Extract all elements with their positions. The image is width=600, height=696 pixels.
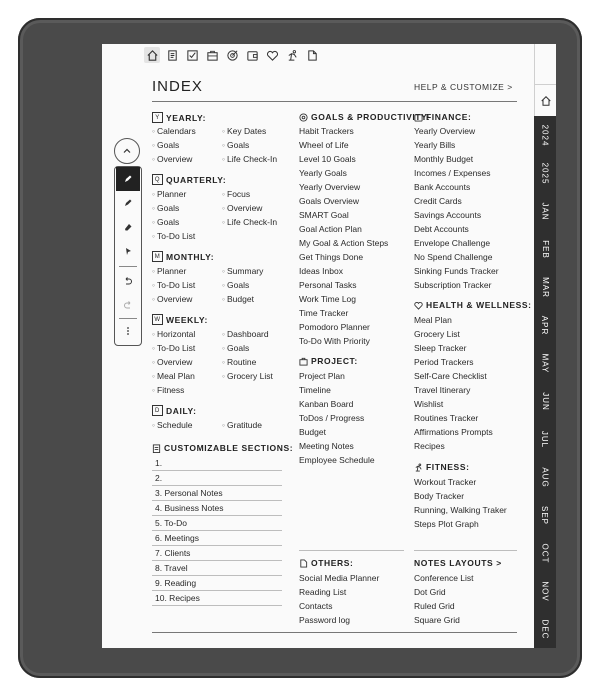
link-monthly-summary[interactable]: ◦ Summary <box>222 266 264 276</box>
briefcase-icon[interactable] <box>204 47 220 63</box>
section-others[interactable]: OTHERS: <box>299 558 353 568</box>
link-no-spend-challenge[interactable]: No Spend Challenge <box>414 252 493 262</box>
link-finance-yearly-overview[interactable]: Yearly Overview <box>414 126 476 136</box>
section-finance[interactable]: FINANCE: <box>414 112 471 122</box>
link-yearly-key-dates[interactable]: ◦ Key Dates <box>222 126 267 136</box>
custom-section-4[interactable]: 4. Business Notes <box>155 503 224 513</box>
daily-icon: D <box>152 405 163 416</box>
page-title: INDEX <box>152 78 203 95</box>
link-smart-goal[interactable]: SMART Goal <box>299 210 349 220</box>
section-weekly[interactable]: W WEEKLY: <box>152 314 208 325</box>
lasso-icon <box>123 246 133 256</box>
link-recipes[interactable]: Recipes <box>414 441 445 451</box>
link-workout-tracker[interactable]: Workout Tracker <box>414 477 477 487</box>
link-weekly-fitness[interactable]: ◦ Fitness <box>152 385 185 395</box>
custom-section-1[interactable]: 1. <box>155 458 163 468</box>
footer-divider <box>152 632 517 633</box>
link-my-goal-action-steps[interactable]: My Goal & Action Steps <box>299 238 389 248</box>
tab-apr[interactable]: APR <box>534 306 556 345</box>
divider <box>152 575 282 576</box>
more-options-button[interactable] <box>116 319 140 343</box>
link-personal-tasks[interactable]: Personal Tasks <box>299 280 357 290</box>
header-divider <box>152 101 517 102</box>
tab-aug[interactable]: AUG <box>534 458 556 497</box>
link-weekly-meal-plan[interactable]: ◦ Meal Plan <box>152 371 195 381</box>
home-icon[interactable] <box>144 47 160 63</box>
link-meal-plan[interactable]: Meal Plan <box>414 315 452 325</box>
link-to-do-with-priority[interactable]: To-Do With Priority <box>299 336 370 346</box>
eraser-tool-button[interactable] <box>116 215 140 239</box>
tab-oct[interactable]: OCT <box>534 534 556 573</box>
wallet-icon <box>414 113 423 122</box>
link-ruled-grid[interactable]: Ruled Grid <box>414 601 455 611</box>
link-monthly-budget[interactable]: ◦ Budget <box>222 294 254 304</box>
briefcase-icon <box>299 357 308 366</box>
link-grocery-list[interactable]: Grocery List <box>414 329 460 339</box>
link-wishlist[interactable]: Wishlist <box>414 399 444 409</box>
divider <box>152 545 282 546</box>
custom-section-9[interactable]: 9. Reading <box>155 578 197 588</box>
target-icon <box>299 113 308 122</box>
yearly-icon: Y <box>152 112 163 123</box>
divider <box>152 605 282 606</box>
redo-icon <box>123 300 133 310</box>
link-quarterly-focus[interactable]: ◦ Focus <box>222 189 251 199</box>
target-icon[interactable] <box>224 47 240 63</box>
tab-nov[interactable]: NOV <box>534 572 556 611</box>
link-bank-accounts[interactable]: Bank Accounts <box>414 182 471 192</box>
monthly-icon: M <box>152 251 163 262</box>
tab-2024[interactable]: 2024 <box>534 116 556 155</box>
link-password-log[interactable]: Password log <box>299 615 351 625</box>
link-time-tracker[interactable]: Time Tracker <box>299 308 349 318</box>
link-daily-schedule[interactable]: ◦ Schedule <box>152 420 193 430</box>
link-weekly-goals[interactable]: ◦ Goals <box>222 343 250 353</box>
link-square-grid[interactable]: Square Grid <box>414 615 460 625</box>
link-subscription-tracker[interactable]: Subscription Tracker <box>414 280 492 290</box>
tab-sep[interactable]: SEP <box>534 496 556 535</box>
divider <box>152 485 282 486</box>
tab-jan[interactable]: JAN <box>534 192 556 231</box>
tab-blank <box>534 44 556 85</box>
divider <box>152 470 282 471</box>
link-monthly-planner[interactable]: ◦ Planner <box>152 266 187 276</box>
link-yearly-goals-2[interactable]: ◦ Goals <box>222 140 250 150</box>
link-incomes-expenses[interactable]: Incomes / Expenses <box>414 168 491 178</box>
pen-tool-button[interactable] <box>116 167 140 191</box>
marker-tool-button[interactable] <box>116 191 140 215</box>
undo-button[interactable] <box>116 269 140 293</box>
link-timeline[interactable]: Timeline <box>299 385 331 395</box>
checkbox-icon[interactable] <box>184 47 200 63</box>
link-daily-gratitude[interactable]: ◦ Gratitude <box>222 420 262 430</box>
link-yearly-life-check-in[interactable]: ◦ Life Check-In <box>222 154 278 164</box>
divider <box>152 530 282 531</box>
wallet-icon[interactable] <box>244 47 260 63</box>
custom-section-6[interactable]: 6. Meetings <box>155 533 199 543</box>
link-sleep-tracker[interactable]: Sleep Tracker <box>414 343 467 353</box>
weekly-icon: W <box>152 314 163 325</box>
section-notes-layouts[interactable]: NOTES LAYOUTS > <box>414 558 502 568</box>
link-work-time-log[interactable]: Work Time Log <box>299 294 357 304</box>
link-social-media-planner[interactable]: Social Media Planner <box>299 573 380 583</box>
link-self-care-checklist[interactable]: Self-Care Checklist <box>414 371 487 381</box>
link-goals-overview[interactable]: Goals Overview <box>299 196 359 206</box>
link-weekly-horizontal[interactable]: ◦ Horizontal <box>152 329 196 339</box>
quarterly-icon: Q <box>152 174 163 185</box>
tab-home[interactable] <box>534 84 556 118</box>
section-health-wellness[interactable]: HEALTH & WELLNESS: <box>414 300 532 310</box>
month-tabs <box>534 44 556 648</box>
planner-screen <box>102 44 556 648</box>
tab-dec[interactable]: DEC <box>534 610 556 648</box>
custom-section-10[interactable]: 10. Recipes <box>155 593 200 603</box>
link-monthly-overview[interactable]: ◦ Overview <box>152 294 193 304</box>
link-debt-accounts[interactable]: Debt Accounts <box>414 224 469 234</box>
link-employee-schedule[interactable]: Employee Schedule <box>299 455 375 465</box>
link-yearly-goals[interactable]: ◦ Goals <box>152 140 180 150</box>
link-monthly-to-do-list[interactable]: ◦ To-Do List <box>152 280 196 290</box>
link-routines-tracker[interactable]: Routines Tracker <box>414 413 479 423</box>
link-weekly-overview[interactable]: ◦ Overview <box>152 357 193 367</box>
page-icon[interactable] <box>304 47 320 63</box>
link-weekly-grocery-list[interactable]: ◦ Grocery List <box>222 371 273 381</box>
divider <box>152 500 282 501</box>
top-navigation-bar <box>102 44 532 66</box>
page-icon <box>299 559 308 568</box>
link-credit-cards[interactable]: Credit Cards <box>414 196 462 206</box>
link-yearly-overview-page[interactable]: Yearly Overview <box>299 182 361 192</box>
link-quarterly-life-check-in[interactable]: ◦ Life Check-In <box>222 217 278 227</box>
tab-may[interactable]: MAY <box>534 344 556 383</box>
custom-section-5[interactable]: 5. To-Do <box>155 518 187 528</box>
help-customize-link[interactable]: HELP & CUSTOMIZE > <box>414 82 513 92</box>
link-wheel-of-life[interactable]: Wheel of Life <box>299 140 349 150</box>
link-yearly-calendars[interactable]: ◦ Calendars <box>152 126 196 136</box>
link-habit-trackers[interactable]: Habit Trackers <box>299 126 354 136</box>
eraser-icon <box>123 222 133 232</box>
document-icon[interactable] <box>164 47 180 63</box>
section-fitness[interactable]: FITNESS: <box>414 462 470 472</box>
section-daily[interactable]: D DAILY: <box>152 405 197 416</box>
section-monthly[interactable]: M MONTHLY: <box>152 251 214 262</box>
link-sinking-funds-tracker[interactable]: Sinking Funds Tracker <box>414 266 499 276</box>
custom-section-3[interactable]: 3. Personal Notes <box>155 488 223 498</box>
undo-icon <box>123 276 133 286</box>
divider <box>152 515 282 516</box>
link-quarterly-goals-2[interactable]: ◦ Goals <box>152 217 180 227</box>
link-project-plan[interactable]: Project Plan <box>299 371 345 381</box>
link-savings-accounts[interactable]: Savings Accounts <box>414 210 482 220</box>
custom-section-8[interactable]: 8. Travel <box>155 563 188 573</box>
tab-feb[interactable]: FEB <box>534 230 556 269</box>
marker-icon <box>123 198 133 208</box>
link-running-walking-tracker[interactable]: Running, Walking Traker <box>414 505 507 515</box>
more-vertical-icon <box>123 326 133 336</box>
section-yearly[interactable]: Y YEARLY: <box>152 112 206 123</box>
link-conference-list[interactable]: Conference List <box>414 573 474 583</box>
link-quarterly-planner[interactable]: ◦ Planner <box>152 189 187 199</box>
link-affirmations-prompts[interactable]: Affirmations Prompts <box>414 427 493 437</box>
tab-2025[interactable]: 2025 <box>534 154 556 193</box>
divider <box>119 266 137 267</box>
link-yearly-goals-page[interactable]: Yearly Goals <box>299 168 347 178</box>
tab-jul[interactable]: JUL <box>534 420 556 459</box>
link-ideas-inbox[interactable]: Ideas Inbox <box>299 266 343 276</box>
custom-section-2[interactable]: 2. <box>155 473 163 483</box>
link-contacts[interactable]: Contacts <box>299 601 333 611</box>
link-period-trackers[interactable]: Period Trackers <box>414 357 474 367</box>
fitness-icon <box>414 463 423 472</box>
link-kanban-board[interactable]: Kanban Board <box>299 399 354 409</box>
link-yearly-bills[interactable]: Yearly Bills <box>414 140 456 150</box>
notepad-icon <box>152 444 161 453</box>
heart-icon[interactable] <box>264 47 280 63</box>
tab-jun[interactable]: JUN <box>534 382 556 421</box>
section-quarterly[interactable]: Q QUARTERLY: <box>152 174 226 185</box>
pen-icon <box>123 174 133 184</box>
redo-button[interactable] <box>116 293 140 317</box>
link-goal-action-plan[interactable]: Goal Action Plan <box>299 224 362 234</box>
heart-icon <box>414 301 423 310</box>
tool-palette <box>114 166 142 346</box>
fitness-icon[interactable] <box>284 47 300 63</box>
section-goals-productivity[interactable]: GOALS & PRODUCTIVITY: <box>299 112 430 122</box>
link-body-tracker[interactable]: Body Tracker <box>414 491 465 501</box>
divider <box>414 550 517 551</box>
link-meeting-notes[interactable]: Meeting Notes <box>299 441 354 451</box>
link-reading-list[interactable]: Reading List <box>299 587 347 597</box>
divider <box>152 560 282 561</box>
link-monthly-budget-page[interactable]: Monthly Budget <box>414 154 474 164</box>
link-project-budget[interactable]: Budget <box>299 427 326 437</box>
link-level-10-goals[interactable]: Level 10 Goals <box>299 154 356 164</box>
collapse-toolbar-button[interactable] <box>114 138 140 164</box>
link-pomodoro-planner[interactable]: Pomodoro Planner <box>299 322 370 332</box>
link-monthly-goals[interactable]: ◦ Goals <box>222 280 250 290</box>
link-dot-grid[interactable]: Dot Grid <box>414 587 446 597</box>
link-envelope-challenge[interactable]: Envelope Challenge <box>414 238 491 248</box>
link-yearly-overview[interactable]: ◦ Overview <box>152 154 193 164</box>
link-get-things-done[interactable]: Get Things Done <box>299 252 364 262</box>
link-quarterly-overview[interactable]: ◦ Overview <box>222 203 263 213</box>
divider <box>152 590 282 591</box>
link-weekly-routine[interactable]: ◦ Routine <box>222 357 257 367</box>
link-quarterly-goals[interactable]: ◦ Goals <box>152 203 180 213</box>
custom-section-7[interactable]: 7. Clients <box>155 548 191 558</box>
link-weekly-dashboard[interactable]: ◦ Dashboard <box>222 329 269 339</box>
link-travel-itinerary[interactable]: Travel Itinerary <box>414 385 471 395</box>
tab-mar[interactable]: MAR <box>534 268 556 307</box>
divider <box>299 550 404 551</box>
link-steps-plot-graph[interactable]: Steps Plot Graph <box>414 519 479 529</box>
link-weekly-to-do-list[interactable]: ◦ To-Do List <box>152 343 196 353</box>
section-customizable: CUSTOMIZABLE SECTIONS: <box>152 443 293 453</box>
link-quarterly-to-do-list[interactable]: ◦ To-Do List <box>152 231 196 241</box>
home-icon <box>540 95 552 107</box>
chevron-up-icon <box>122 146 132 156</box>
lasso-tool-button[interactable] <box>116 239 140 263</box>
link-todos-progress[interactable]: ToDos / Progress <box>299 413 365 423</box>
section-project[interactable]: PROJECT: <box>299 356 358 366</box>
